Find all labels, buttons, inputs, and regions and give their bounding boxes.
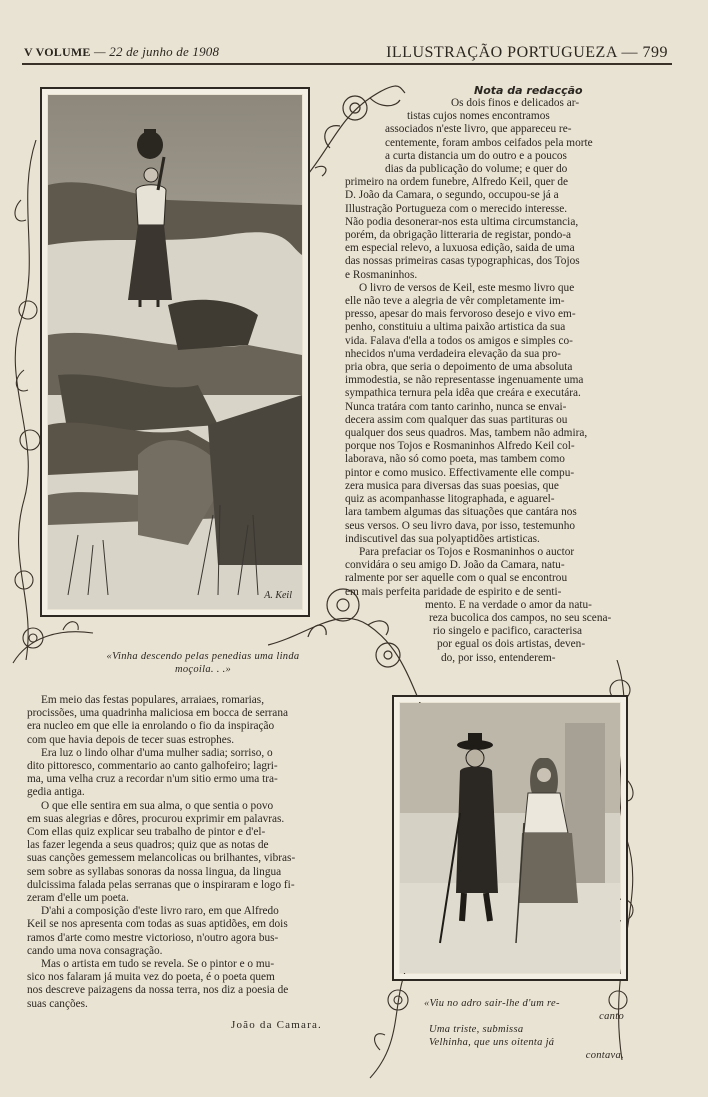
floral-ornament-bottom-left: [8, 608, 98, 668]
text-line: D'ahi a composição d'este livro raro, em que Alfredo: [41, 905, 279, 918]
text-line: dias da publicação do volume; e quer do: [385, 163, 568, 176]
text-line: sympathica ternura pela idêa que creára e executára.: [345, 387, 581, 400]
text-line: zeram d'elle um poeta.: [27, 892, 129, 905]
text-line: Não podia desonerar-nos esta ultima circumstancia,: [345, 215, 579, 228]
header-rule: [22, 63, 672, 65]
paragraph: [27, 694, 375, 747]
paragraph: [345, 282, 639, 546]
text-line: Os dois finos e delicados ar-: [451, 97, 580, 109]
paragraph: [27, 800, 375, 906]
text-line: suas canções gemessem melancolicas ou brilhantes, vibras-: [27, 852, 296, 865]
text-line: suas canções.: [27, 997, 88, 1010]
issue-date: — 22 de junho de 1908: [94, 44, 220, 59]
text-line: porque nos Tojos e Rosmaninhos Alfredo Keil col-: [345, 440, 575, 453]
text-line: indiscutivel das sua polyaptidões artisticas.: [345, 532, 540, 545]
text-line: O que elle sentira em sua alma, o que sentia o povo: [41, 799, 274, 812]
text-line: sem sobre as syllabas sonoras da nossa lingua, da lingua: [27, 865, 282, 878]
article-continuation-column: [27, 694, 375, 1011]
article-title: Nota da redacção: [474, 84, 583, 97]
text-line: porém, da obrigação litteraria de registar, pondo-a: [345, 229, 572, 242]
text-line: laborava, não só como poeta, mas tambem como: [345, 453, 565, 466]
illustration-priest-and-old-woman: [392, 695, 628, 981]
page-header-right: [386, 44, 668, 62]
illustration-woman-on-hillside: [40, 87, 310, 617]
paragraph: [27, 747, 375, 800]
volume-label: V VOLUME: [24, 45, 91, 59]
text-line: pintor e como musico. Effectivamente elle compu-: [345, 466, 575, 479]
text-line: em suas alegrias e dôres, procurou exprimir em palavras.: [27, 812, 285, 825]
text-line: sico nos falaram já muita vez do poeta, é o poeta quem: [27, 971, 275, 984]
text-line: primeiro na ordem funebre, Alfredo Keil, quer de: [345, 176, 569, 189]
page-header-left: [24, 44, 219, 60]
text-line: convidára o seu amigo D. João da Camara, natu-: [345, 559, 565, 572]
text-line: decera assim com qualquer das suas partituras ou: [345, 413, 568, 426]
text-line: Nunca tratára com tanto carinho, nunca se envai-: [345, 400, 567, 413]
text-line: Para prefaciar os Tojos e Rosmaninhos o auctor: [359, 545, 575, 558]
text-line: quiz as acompanhasse litographada, e aguarel-: [345, 493, 555, 506]
text-line: com que havia depois de tecer suas estrophes.: [27, 733, 235, 746]
article-right-column: [345, 97, 639, 665]
text-line: qualquer dos seus quadros. Mas, tambem não admira,: [345, 427, 588, 440]
text-line: a curta distancia um do outro e a poucos: [385, 149, 567, 162]
text-line: cando uma nova consagração.: [27, 944, 163, 957]
text-line: penho, constituiu a ultima paixão artistica da sua: [345, 321, 566, 334]
page-number: — 799: [621, 44, 668, 61]
text-line: tistas cujos nomes encontramos: [407, 110, 550, 123]
text-line: por egual os dois artistas, deven-: [437, 638, 586, 651]
text-line: dito pittoresco, commentario ao canto galhofeiro; lagri-: [27, 760, 278, 773]
text-line: das nossas primeiras casas typographicas, dos Tojos: [345, 255, 580, 268]
paragraph: [345, 546, 639, 665]
text-line: vida. Falava d'ella a todos os amigos e simples co-: [345, 334, 573, 347]
paragraph: [27, 905, 375, 958]
text-line: em especial relevo, a luxuosa edição, saida de uma: [345, 242, 575, 255]
text-line: reza bucolica dos campos, no seu scena-: [429, 611, 612, 624]
text-line: centemente, foram ambos ceifados pela morte: [385, 136, 593, 149]
text-line: presso, apesar do mais fervoroso desejo e vivo em-: [345, 308, 576, 321]
text-line: Em meio das festas populares, arraiaes, romarias,: [41, 694, 265, 706]
text-line: D. João da Camara, o segundo, occupou-se já a: [345, 189, 559, 202]
figure2-caption-line: contava.: [585, 1050, 624, 1061]
text-line: associados n'este livro, que appareceu re-: [385, 123, 572, 136]
text-line: Illustração Portugueza com o merecido interesse.: [345, 202, 568, 215]
churchyard-engraving: [400, 703, 620, 973]
figure2-caption: [424, 997, 624, 1062]
text-line: elle não teve a alegria de vêr completamente im-: [345, 295, 565, 308]
text-line: era nucleo em que elle ia enrolando o fio da inspiração: [27, 720, 275, 733]
figure2-caption-line: «Viu no adro sair-lhe d'um re-: [424, 998, 560, 1009]
figure1-caption: «Vinha descendo pelas penedias uma linda moçoila. . .»: [106, 651, 300, 675]
text-line: ramos d'arte como mestre victorioso, n'outro agora bus-: [27, 931, 279, 944]
text-line: ma, uma velha cruz a recordar n'um sitio ermo uma tra-: [27, 773, 278, 786]
text-line: las fazer legenda a seus quadros; quiz que as notas de: [27, 839, 269, 852]
text-line: Keil se nos apresenta com todas as suas aptidões, em dois: [27, 918, 288, 931]
paragraph: [27, 958, 375, 1011]
magazine-title: ILLUSTRAÇÃO PORTUGUEZA: [386, 44, 617, 61]
author-signature: João da Camara.: [231, 1019, 322, 1031]
text-line: em mais perfeita paridade de espirito e de senti-: [345, 585, 562, 598]
figure2-caption-line: Uma triste, submissa: [429, 1024, 524, 1035]
text-line: e Rosmaninhos.: [345, 268, 418, 281]
text-line: Mas o artista em tudo se revela. Se o pintor e o mu-: [41, 958, 275, 971]
text-line: mento. E na verdade o amor da natu-: [425, 598, 592, 611]
figure2-caption-line: canto: [599, 1011, 624, 1022]
text-line: seus versos. O seu livro dava, por isso, testemunho: [345, 519, 575, 532]
text-line: procissões, uma quadrinha maliciosa em bocca de serrana: [27, 707, 288, 720]
text-line: nhecidos n'uma verdadeira elevação da sua pro-: [345, 347, 561, 360]
text-line: ralmente por ser aquelle com o qual se encontrou: [345, 572, 568, 585]
text-line: zera musica para diversas das suas poesias, que: [345, 479, 559, 492]
paragraph: [345, 97, 639, 282]
text-line: Era luz o lindo olhar d'uma mulher sadia; sorriso, o: [41, 746, 273, 759]
text-line: O livro de versos de Keil, este mesmo livro que: [359, 281, 575, 294]
text-line: nos descreve paizagens da nossa terra, nos diz a poesia de: [27, 984, 289, 997]
text-line: rio singelo e pacifico, caracterisa: [433, 625, 582, 638]
text-line: Com ellas quiz explicar seu trabalho de pintor e d'el-: [27, 826, 266, 839]
text-line: do, por isso, entenderem-: [441, 651, 556, 664]
hillside-engraving: [48, 95, 302, 609]
text-line: immodestia, se não representasse ingenuamente uma: [345, 374, 584, 387]
text-line: dulcissima falada pelas serranas que o inspiraram e logo fi-: [27, 878, 295, 891]
text-line: pria obra, que seria o depoimento de uma absoluta: [345, 361, 573, 374]
figure2-caption-line: Velhinha, que uns oitenta já: [429, 1037, 555, 1048]
artist-signature: A. Keil: [264, 590, 292, 601]
text-line: gedia antiga.: [27, 786, 85, 799]
text-line: lara tambem algumas das situações que cantára nos: [345, 506, 577, 519]
